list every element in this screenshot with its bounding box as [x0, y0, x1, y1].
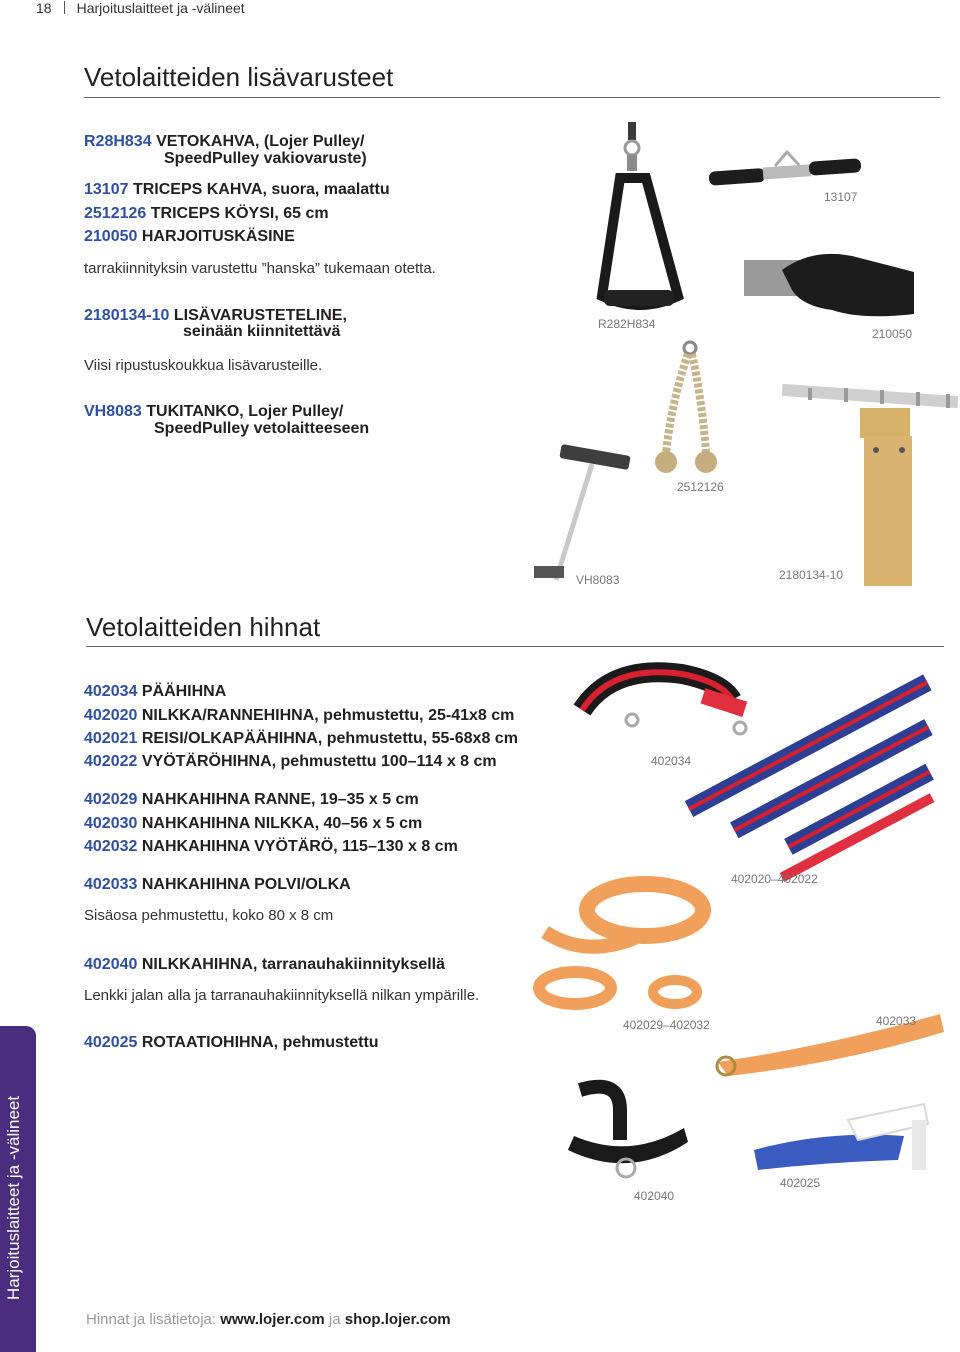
- section-divider-2: [86, 646, 944, 647]
- product-402040: 402040 NILKKAHIHNA, tarranauhakiinnityksellä: [84, 956, 446, 973]
- product-402025: 402025 ROTAATIOHIHNA, pehmustettu: [84, 1034, 379, 1051]
- rotation-strap-illustration: [748, 1100, 938, 1180]
- triceps-rope-illustration: [652, 340, 722, 480]
- footer-prefix: Hinnat ja lisätietoja:: [86, 1311, 217, 1328]
- caption-402034: 402034: [651, 754, 692, 768]
- caption-R282H834: R282H834: [598, 317, 656, 331]
- footer: [86, 1311, 451, 1328]
- caption-VH8083: VH8083: [576, 573, 620, 587]
- footer-link-lojer[interactable]: www.lojer.com: [220, 1311, 325, 1328]
- rack-description: Viisi ripustuskoukkua lisävarusteille.: [84, 357, 323, 374]
- product-2512126: 2512126 TRICEPS KÖYSI, 65 cm: [84, 205, 329, 222]
- header-divider: [64, 1, 65, 14]
- section-divider: [84, 97, 940, 98]
- caption-402029: 402029–402032: [623, 1018, 710, 1032]
- pulley-handle-illustration: [590, 118, 690, 318]
- product-402020: 402020 NILKKA/RANNEHIHNA, pehmustettu, 25-41x8 cm: [84, 707, 515, 724]
- product-210050: 210050 HARJOITUSKÄSINE: [84, 228, 295, 245]
- caption-210050: 210050: [872, 327, 913, 341]
- product-402030: 402030 NAHKAHIHNA NILKKA, 40–56 x 5 cm: [84, 815, 423, 832]
- caption-2512126: 2512126: [677, 480, 724, 494]
- page-header: [36, 0, 245, 16]
- side-tab-label: Harjoituslaitteet ja -välineet: [4, 1095, 23, 1300]
- product-402033: 402033 NAHKAHIHNA POLVI/OLKA: [84, 876, 351, 893]
- caption-402020: 402020–402022: [731, 872, 818, 886]
- product-R28H834: R28H834 VETOKAHVA, (Lojer Pulley/: [84, 133, 365, 150]
- desc-402040: Lenkki jalan alla ja tarranauhakiinnityksellä nilkan ympärille.: [84, 987, 480, 1004]
- product-402022: 402022 VYÖTÄRÖHIHNA, pehmustettu 100–114 x 8 cm: [84, 753, 497, 770]
- section-title-accessories: Vetolaitteiden lisävarusteet: [84, 62, 394, 92]
- product-VH8083: VH8083 TUKITANKO, Lojer Pulley/: [84, 403, 344, 420]
- accessory-rack-illustration: [780, 380, 960, 600]
- section-title-straps: Vetolaitteiden hihnat: [86, 612, 321, 642]
- product-13107: 13107 TRICEPS KAHVA, suora, maalattu: [84, 181, 390, 198]
- product-2180134-10: 2180134-10 LISÄVARUSTETELINE,: [84, 307, 347, 324]
- glove-illustration: [742, 250, 922, 320]
- product-R28H834-line2: SpeedPulley vakiovaruste): [164, 150, 367, 167]
- product-402029: 402029 NAHKAHIHNA RANNE, 19–35 x 5 cm: [84, 791, 419, 808]
- caption-13107: 13107: [824, 190, 858, 204]
- product-402032: 402032 NAHKAHIHNA VYÖTÄRÖ, 115–130 x 8 cm: [84, 838, 458, 855]
- caption-402025: 402025: [780, 1176, 821, 1190]
- page-number: 18: [36, 0, 52, 16]
- footer-link-shop[interactable]: shop.lojer.com: [344, 1311, 451, 1328]
- caption-2180134-10: 2180134-10: [779, 568, 844, 582]
- product-402034: 402034 PÄÄHIHNA: [84, 683, 227, 700]
- product-402021: 402021 REISI/OLKAPÄÄHIHNA, pehmustettu, 55-68x8 cm: [84, 730, 518, 747]
- header-section: Harjoituslaitteet ja -välineet: [76, 0, 245, 16]
- footer-conjunction: ja: [328, 1311, 341, 1328]
- caption-402040: 402040: [634, 1189, 675, 1203]
- ankle-strap-illustration: [560, 1080, 690, 1190]
- leather-straps-illustration: [525, 868, 715, 1028]
- glove-description: tarrakiinnityksin varustettu ”hanska” tukemaan otetta.: [84, 260, 436, 277]
- product-VH8083-line2: SpeedPulley vetolaitteeseen: [154, 420, 370, 437]
- desc-402033: Sisäosa pehmustettu, koko 80 x 8 cm: [84, 907, 334, 924]
- padded-straps-illustration: [676, 676, 956, 866]
- product-2180134-10-line2: seinään kiinnitettävä: [183, 323, 341, 340]
- caption-402033: 402033: [876, 1014, 917, 1028]
